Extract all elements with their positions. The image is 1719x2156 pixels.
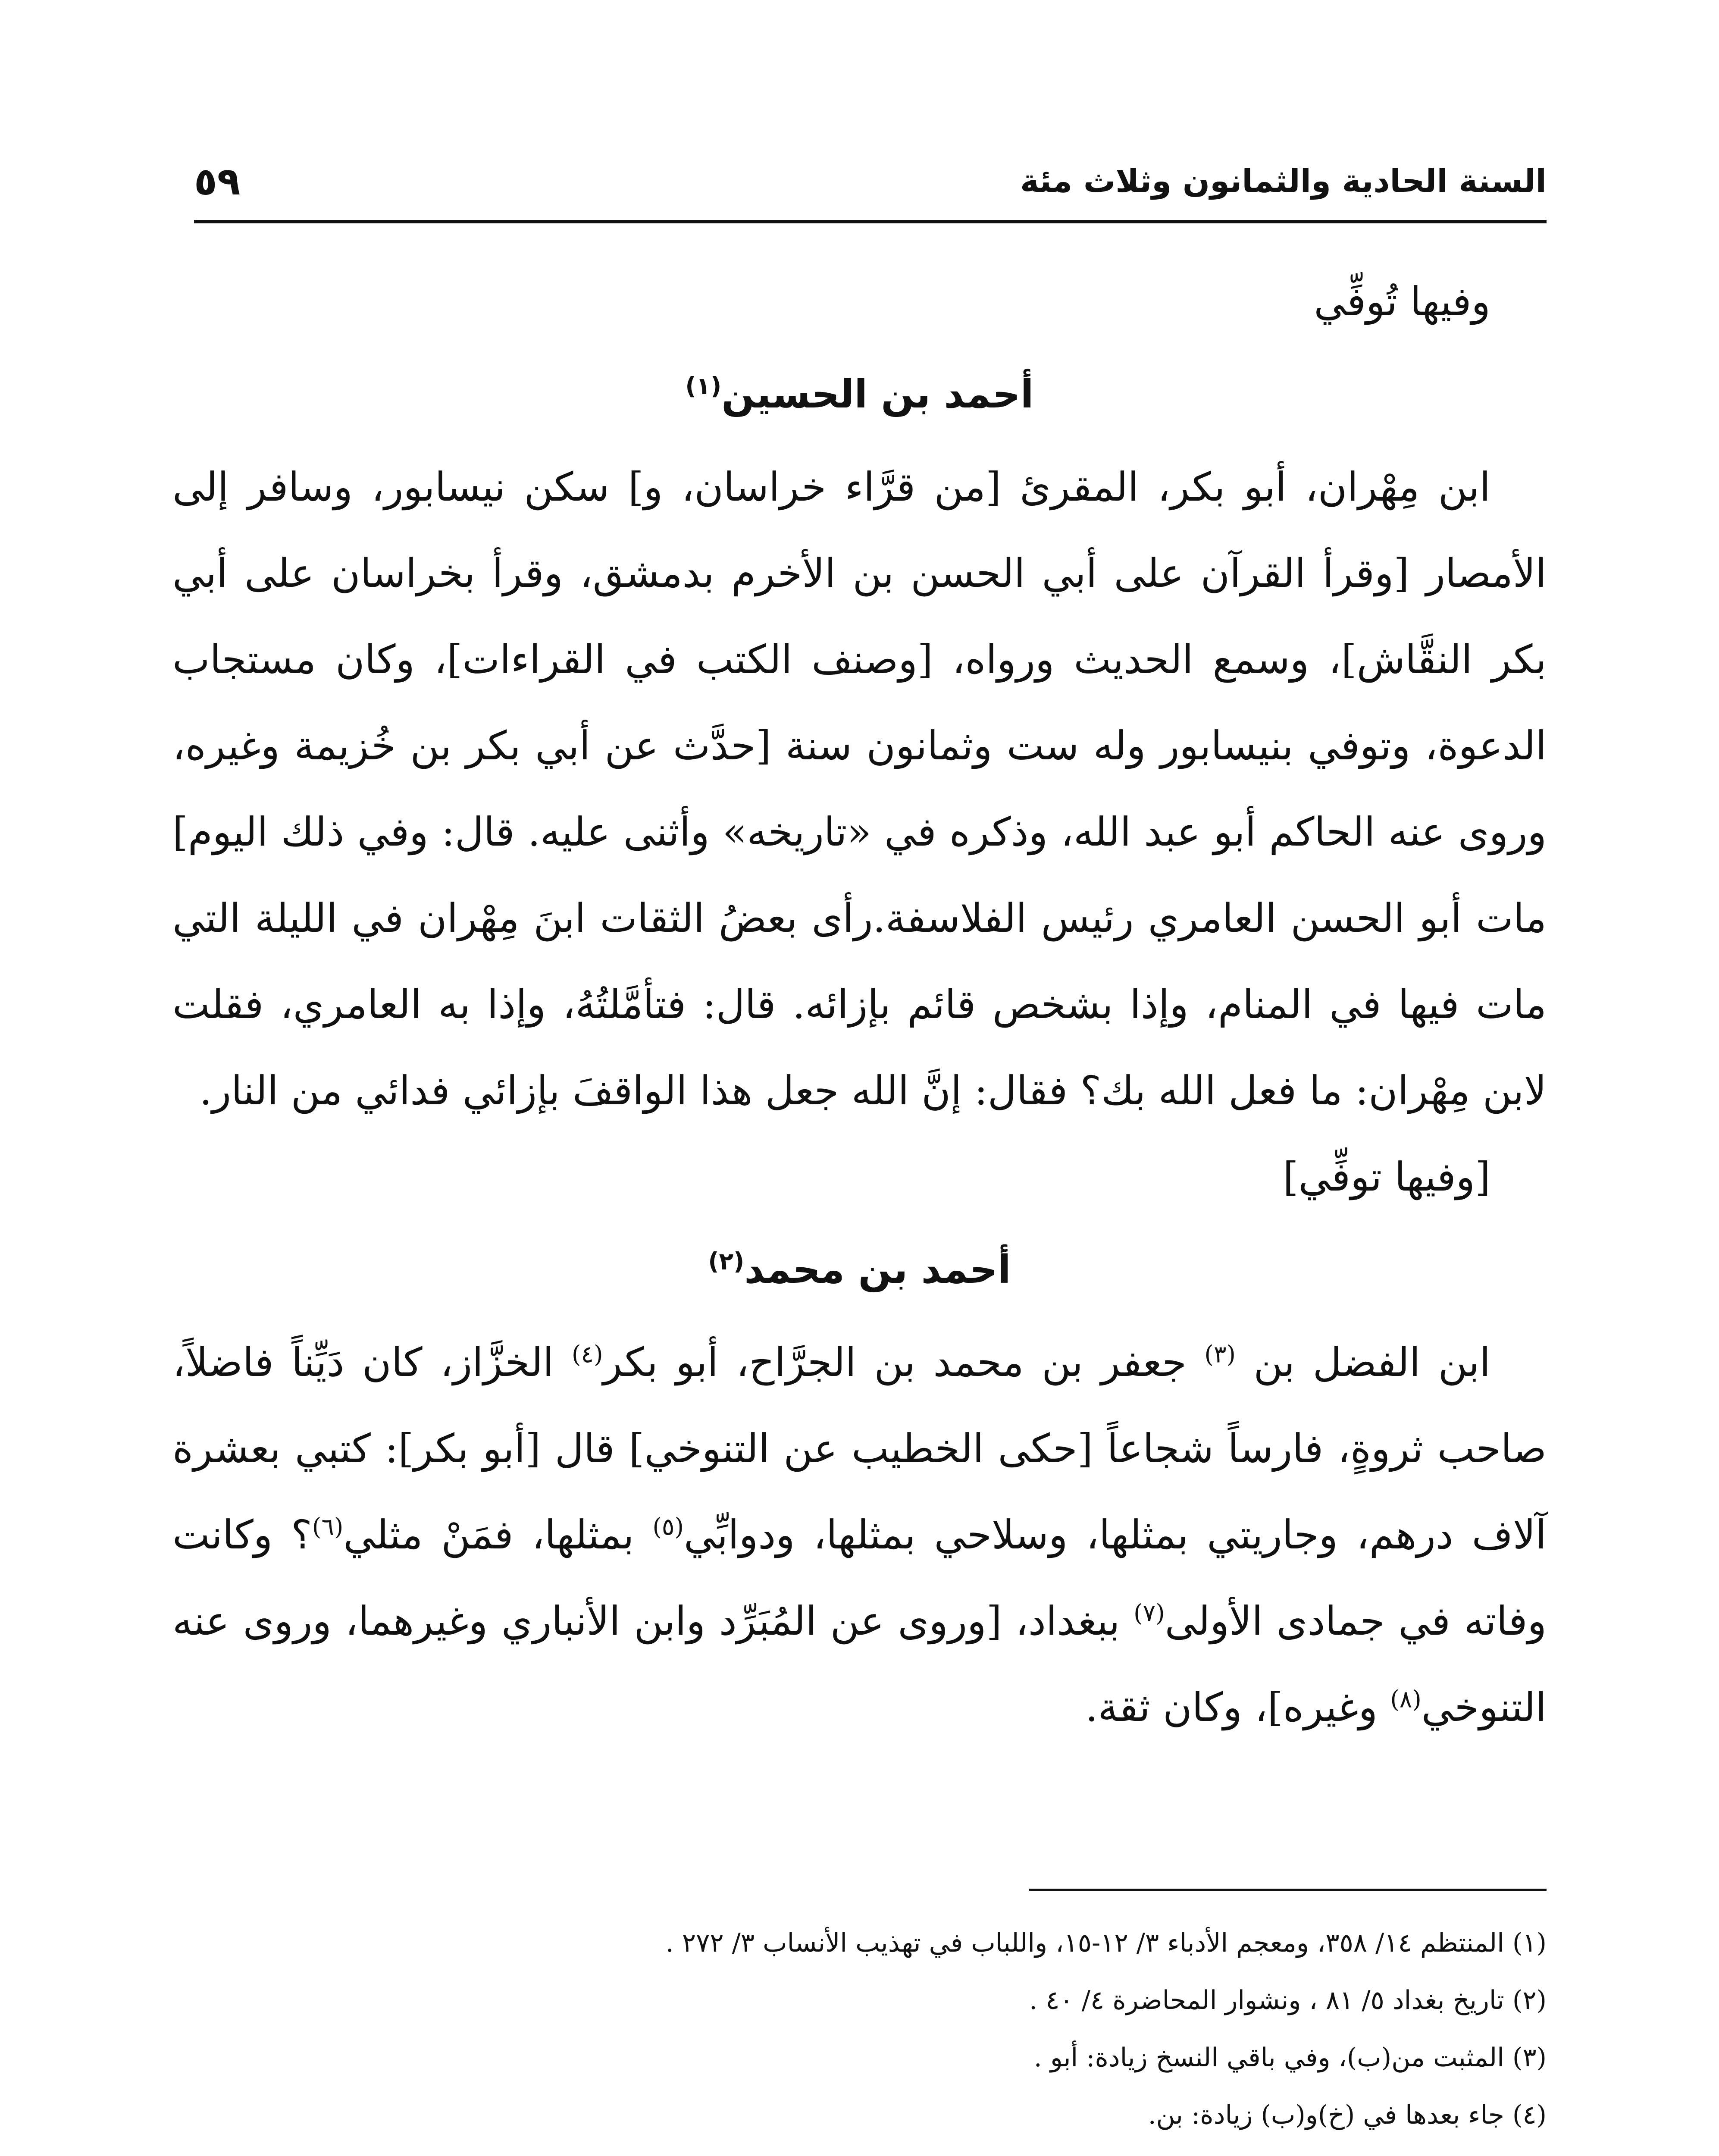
running-header bbox=[194, 142, 1547, 223]
entry-paragraph-2 bbox=[172, 1319, 1547, 1751]
chapter-title: السنة الحادية والثمانون وثلاث مئة bbox=[1020, 163, 1547, 200]
footnote-1: (١) المنتظم ١٤/ ٣٥٨، ومعجم الأدباء ٣/ ١٢-١٥، واللباب في تهذيب الأنساب ٣/ ٢٧٢ . bbox=[665, 1928, 1547, 1958]
text-segment: الخزَّاز، كان دَيِّناً فاضلاً، صاحب ثروةٍ، فارساً شجاعاً [حكى الخطيب عن التنوخي] قال [أبو بكر]: كتبي بعشرة آلاف درهم، وجاريتي بمثلها، وسلاحي بمثلها، ودوابِّي bbox=[172, 1339, 1547, 1558]
footnote-marker: (٧) bbox=[1133, 1599, 1165, 1627]
footnote-marker: (٤) bbox=[572, 1340, 603, 1368]
entry-name: أحمد بن محمد bbox=[744, 1247, 1011, 1292]
text-segment: ببغداد، [وروى عن المُبَرِّد وابن الأنباري وغيرهما، وروى عنه التنوخي bbox=[172, 1598, 1547, 1730]
footnotes bbox=[172, 1915, 1547, 2156]
footnote-marker: (٦) bbox=[312, 1513, 344, 1541]
text-segment: وغيره]، وكان ثقة. bbox=[1085, 1684, 1390, 1730]
footnote-marker: (٣) bbox=[1204, 1340, 1236, 1368]
text-segment: بمثلها، فمَنْ مثلي bbox=[343, 1512, 653, 1558]
footnote-5 bbox=[172, 2144, 1547, 2156]
footnote-marker: (١) bbox=[685, 372, 722, 400]
footnote-marker: (٥) bbox=[652, 1513, 684, 1541]
text-segment: ابن الفضل بن bbox=[1235, 1339, 1491, 1385]
footnote-marker: (٨) bbox=[1390, 1685, 1422, 1713]
footnote-marker: (٢) bbox=[708, 1247, 745, 1275]
footnote-3: (٣) المثبت من(ب)، وفي باقي النسخ زيادة: أبو . bbox=[1033, 2043, 1547, 2073]
entry-heading-2 bbox=[172, 1220, 1547, 1319]
closing-line: [وفيها توفِّي] bbox=[1283, 1154, 1490, 1200]
entry-name: أحمد بن الحسين bbox=[721, 372, 1034, 417]
footnote-4: (٤) جاء بعدها في (خ)و(ب) زيادة: بن. bbox=[1148, 2100, 1547, 2130]
text-segment: ؟ وكانت وفاته في جمادى الأولى bbox=[172, 1512, 1547, 1644]
entry-paragraph-1 bbox=[172, 444, 1547, 1134]
footnote-divider bbox=[1029, 1889, 1547, 1891]
main-text bbox=[172, 259, 1547, 1751]
text-segment: جعفر بن محمد بن الجرَّاح، أبو بكر bbox=[603, 1339, 1205, 1385]
footnote-2: (٢) تاريخ بغداد ٥/ ٨١ ، ونشوار المحاضرة ٤/ ٤٠ . bbox=[1029, 1985, 1547, 2015]
text-segment: ابن مِهْران، أبو بكر، المقرئ [من قرَّاء خراسان، و] سكن نيسابور، وسافر إلى الأمصار [وقرأ القرآن على أبي الحسن بن الأخرم بدمشق، وقرأ بخراسان على أبي بكر النقَّاش]، وسمع الحديث ورواه، [وصنف الكتب في القراءات]، وكان مستجاب الدعوة، وتوفي بنيسابور وله ست وثمانون سنة [حدَّث عن أبي بكر بن خُزيمة وغيره، وروى عنه الحاكم أبو عبد الله، وذكره في «تاريخه» وأثنى عليه. قال: وفي ذلك اليوم] مات أبو الحسن العامري رئيس الفلاسفة.رأى بعضُ الثقات ابنَ مِهْران في الليلة التي مات فيها في المنام، وإذا بشخص قائم بإزائه. قال: فتأمَّلتُهُ، وإذا به العامري، فقلت لابن مِهْران: ما فعل الله بك؟ فقال: إنَّ الله جعل هذا الواقفَ بإزائي فدائي من النار. bbox=[172, 464, 1547, 1114]
intro-line: وفيها تُوفِّي bbox=[1314, 279, 1490, 325]
entry-heading-1 bbox=[172, 345, 1547, 444]
page-number: ٥٩ bbox=[194, 159, 241, 204]
